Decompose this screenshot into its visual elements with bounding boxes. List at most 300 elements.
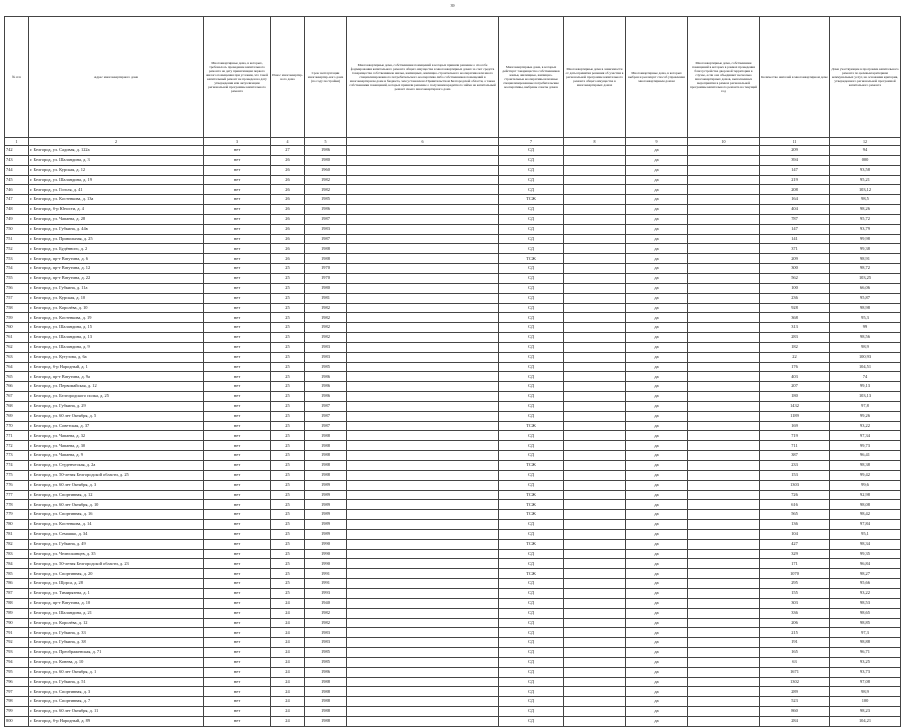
row-number: 786 xyxy=(5,579,29,589)
cell-participation-date xyxy=(564,648,626,658)
cell-repair-required: нет xyxy=(204,362,271,372)
cell-repair-required: нет xyxy=(204,382,271,392)
cell-improvement xyxy=(688,451,760,461)
cell-participation-date xyxy=(564,392,626,402)
cell-year-built: 1989 xyxy=(305,520,347,530)
cell-residents: 523 xyxy=(760,697,830,707)
cell-residents: 284 xyxy=(760,716,830,726)
row-number: 750 xyxy=(5,224,29,234)
row-number: 798 xyxy=(5,697,29,707)
cell-criteria: 96,71 xyxy=(830,648,901,658)
cell-participation-date xyxy=(564,185,626,195)
address: г. Белгород, ул. Спортивная, д. 7 xyxy=(29,697,204,707)
cell-residents: 300 xyxy=(760,264,830,274)
table-row xyxy=(5,451,901,461)
cell-repair-required: нет xyxy=(204,401,271,411)
cell-management-form: СД xyxy=(499,441,564,451)
address: г. Белгород, ул. Тимирязева, д. 1 xyxy=(29,588,204,598)
cell-year-built: 1981 xyxy=(305,293,347,303)
cell-management-chosen: да xyxy=(626,214,688,224)
cell-management-form: ТСЖ xyxy=(499,195,564,205)
cell-participation-date xyxy=(564,421,626,431)
column-header: Многоквартирные дома, собственники помещений в которых приняли решение о способе формирования капитального ремонта общего имущества в многоквартирных домах за счет средств товарищества собственников жилья, жилищных, жилищно-строительного кооператива или иного специализированного потребительского кооператива либо собственников помещений в многоквартирном доме и бюджета, чем установлено Правительством Белгородской области, а также собственники помещений, которых приняли решение о получении кредитного займа на капитальный ремонт своего многоквартирного дома xyxy=(347,17,499,138)
cell-participation-date xyxy=(564,254,626,264)
cell-year-built: 1990 xyxy=(305,539,347,549)
cell-repair-required: нет xyxy=(204,490,271,500)
cell-residents: 404 xyxy=(760,205,830,215)
address: г. Белгород, ул. 60 лет Октября, д. 5 xyxy=(29,411,204,421)
cell-wear: 25 xyxy=(271,500,305,510)
cell-management-form: СД xyxy=(499,687,564,697)
cell-criteria: 98,65 xyxy=(830,608,901,618)
cell-management-chosen: да xyxy=(626,155,688,165)
cell-management-chosen: да xyxy=(626,618,688,628)
cell-management-form: ТСЖ xyxy=(499,500,564,510)
cell-year-built: 1989 xyxy=(305,500,347,510)
cell-participation-date xyxy=(564,618,626,628)
table-row xyxy=(5,648,901,658)
table-row xyxy=(5,254,901,264)
cell-funding-decision xyxy=(347,392,499,402)
cell-funding-decision xyxy=(347,411,499,421)
cell-year-built: 1988 xyxy=(305,687,347,697)
cell-funding-decision xyxy=(347,470,499,480)
cell-residents: 368 xyxy=(760,313,830,323)
cell-criteria: 99,38 xyxy=(830,244,901,254)
cell-criteria: 99,98 xyxy=(830,234,901,244)
cell-funding-decision xyxy=(347,648,499,658)
cell-wear: 25 xyxy=(271,529,305,539)
row-number: 762 xyxy=(5,342,29,352)
table-row xyxy=(5,687,901,697)
cell-improvement xyxy=(688,510,760,520)
cell-funding-decision xyxy=(347,175,499,185)
cell-management-form: ТСЖ xyxy=(499,421,564,431)
row-number: 752 xyxy=(5,244,29,254)
cell-criteria: 99,26 xyxy=(830,411,901,421)
address: г. Белгород, ул. Советская, д. 37 xyxy=(29,421,204,431)
cell-repair-required: нет xyxy=(204,480,271,490)
cell-wear: 25 xyxy=(271,342,305,352)
row-number: 763 xyxy=(5,352,29,362)
cell-funding-decision xyxy=(347,559,499,569)
row-number: 742 xyxy=(5,146,29,156)
cell-residents: 207 xyxy=(760,382,830,392)
cell-funding-decision xyxy=(347,618,499,628)
table-row xyxy=(5,510,901,520)
cell-management-chosen: да xyxy=(626,313,688,323)
cell-management-form: СД xyxy=(499,431,564,441)
address: г. Белгород, ул. Спортивная, д. 3 xyxy=(29,687,204,697)
row-number: 800 xyxy=(5,716,29,726)
cell-funding-decision xyxy=(347,372,499,382)
cell-year-built: 1987 xyxy=(305,411,347,421)
address: г. Белгород, ул. Курская, д. 12 xyxy=(29,165,204,175)
table-row xyxy=(5,264,901,274)
column-number: 6 xyxy=(347,138,499,146)
cell-repair-required: нет xyxy=(204,342,271,352)
cell-year-built: 1982 xyxy=(305,185,347,195)
cell-repair-required: нет xyxy=(204,579,271,589)
address: г. Белгород, ул. Королёва, д. 10 xyxy=(29,303,204,313)
cell-wear: 25 xyxy=(271,461,305,471)
cell-residents: 164 xyxy=(760,195,830,205)
cell-management-form: СД xyxy=(499,352,564,362)
row-number: 768 xyxy=(5,401,29,411)
cell-improvement xyxy=(688,657,760,667)
cell-funding-decision xyxy=(347,529,499,539)
cell-residents: 155 xyxy=(760,588,830,598)
cell-management-chosen: да xyxy=(626,500,688,510)
cell-management-chosen: да xyxy=(626,569,688,579)
cell-funding-decision xyxy=(347,283,499,293)
table-row xyxy=(5,303,901,313)
cell-repair-required: нет xyxy=(204,638,271,648)
cell-management-form: СД xyxy=(499,648,564,658)
cell-criteria: 98,5 xyxy=(830,195,901,205)
cell-participation-date xyxy=(564,707,626,717)
cell-criteria: 93,22 xyxy=(830,588,901,598)
cell-management-form: СД xyxy=(499,234,564,244)
cell-funding-decision xyxy=(347,697,499,707)
address: г. Белгород, ул. Губкина, д. 11а xyxy=(29,283,204,293)
cell-improvement xyxy=(688,224,760,234)
table-row xyxy=(5,500,901,510)
cell-wear: 24 xyxy=(271,598,305,608)
cell-management-form: СД xyxy=(499,224,564,234)
cell-criteria: 97,08 xyxy=(830,677,901,687)
cell-management-chosen: да xyxy=(626,273,688,283)
table-row xyxy=(5,214,901,224)
cell-wear: 25 xyxy=(271,441,305,451)
cell-participation-date xyxy=(564,520,626,530)
cell-participation-date xyxy=(564,283,626,293)
cell-criteria: 98,23 xyxy=(830,707,901,717)
cell-wear: 25 xyxy=(271,559,305,569)
cell-year-built: 1988 xyxy=(305,697,347,707)
cell-participation-date xyxy=(564,549,626,559)
cell-year-built: 1970 xyxy=(305,273,347,283)
cell-improvement xyxy=(688,618,760,628)
cell-management-form: СД xyxy=(499,362,564,372)
cell-management-form: СД xyxy=(499,214,564,224)
cell-residents: 22 xyxy=(760,352,830,362)
cell-management-form: СД xyxy=(499,667,564,677)
row-number: 743 xyxy=(5,155,29,165)
table-row xyxy=(5,480,901,490)
cell-criteria: 98,53 xyxy=(830,598,901,608)
cell-criteria: 103,12 xyxy=(830,185,901,195)
table-row xyxy=(5,520,901,530)
column-number: 3 xyxy=(204,138,271,146)
cell-funding-decision xyxy=(347,214,499,224)
cell-management-form: СД xyxy=(499,165,564,175)
cell-repair-required: нет xyxy=(204,588,271,598)
cell-management-chosen: да xyxy=(626,441,688,451)
cell-wear: 26 xyxy=(271,234,305,244)
cell-management-chosen: да xyxy=(626,451,688,461)
cell-funding-decision xyxy=(347,293,499,303)
cell-year-built: 1970 xyxy=(305,264,347,274)
cell-residents: 182 xyxy=(760,342,830,352)
table-row xyxy=(5,401,901,411)
row-number: 774 xyxy=(5,461,29,471)
row-number: 793 xyxy=(5,648,29,658)
cell-wear: 25 xyxy=(271,490,305,500)
cell-management-form: СД xyxy=(499,451,564,461)
cell-management-form: СД xyxy=(499,411,564,421)
cell-wear: 24 xyxy=(271,648,305,658)
cell-repair-required: нет xyxy=(204,431,271,441)
cell-management-form: СД xyxy=(499,559,564,569)
cell-wear: 24 xyxy=(271,697,305,707)
cell-repair-required: нет xyxy=(204,372,271,382)
cell-repair-required: нет xyxy=(204,195,271,205)
address: г. Белгород, б-р Народный, д. 89 xyxy=(29,716,204,726)
cell-management-form: СД xyxy=(499,333,564,343)
address: г. Белгород, ул. Челюскинцев, д. 35 xyxy=(29,549,204,559)
cell-wear: 24 xyxy=(271,628,305,638)
cell-funding-decision xyxy=(347,638,499,648)
address: г. Белгород, ул. Садовая, д. 122а xyxy=(29,146,204,156)
cell-improvement xyxy=(688,333,760,343)
row-number: 745 xyxy=(5,175,29,185)
cell-improvement xyxy=(688,697,760,707)
row-number: 773 xyxy=(5,451,29,461)
table-row xyxy=(5,470,901,480)
cell-improvement xyxy=(688,254,760,264)
table-row xyxy=(5,234,901,244)
cell-funding-decision xyxy=(347,677,499,687)
cell-management-chosen: да xyxy=(626,529,688,539)
cell-wear: 26 xyxy=(271,254,305,264)
housing-table xyxy=(4,16,901,727)
cell-year-built: 1983 xyxy=(305,628,347,638)
cell-improvement xyxy=(688,303,760,313)
cell-residents: 928 xyxy=(760,303,830,313)
row-number: 787 xyxy=(5,588,29,598)
cell-management-form: СД xyxy=(499,549,564,559)
cell-funding-decision xyxy=(347,608,499,618)
row-number: 754 xyxy=(5,264,29,274)
cell-management-chosen: да xyxy=(626,687,688,697)
cell-participation-date xyxy=(564,234,626,244)
address: г. Белгород, пр-т Ватутина, д. 9а xyxy=(29,372,204,382)
cell-year-built: 1985 xyxy=(305,657,347,667)
cell-management-chosen: да xyxy=(626,411,688,421)
cell-residents: 165 xyxy=(760,648,830,658)
address: г. Белгород, ул. Шаландина, д. 9 xyxy=(29,342,204,352)
cell-residents: 787 xyxy=(760,214,830,224)
cell-year-built: 1988 xyxy=(305,451,347,461)
cell-management-form: ТСЖ xyxy=(499,510,564,520)
cell-repair-required: нет xyxy=(204,293,271,303)
cell-wear: 25 xyxy=(271,313,305,323)
address: г. Белгород, ул. 60 лет Октября, д. 10 xyxy=(29,500,204,510)
cell-management-chosen: да xyxy=(626,598,688,608)
address: г. Белгород, ул. Губкина, д. 29 xyxy=(29,401,204,411)
cell-year-built: 1986 xyxy=(305,146,347,156)
cell-management-chosen: да xyxy=(626,510,688,520)
cell-improvement xyxy=(688,569,760,579)
cell-funding-decision xyxy=(347,323,499,333)
cell-wear: 24 xyxy=(271,657,305,667)
cell-improvement xyxy=(688,293,760,303)
cell-criteria: 98,26 xyxy=(830,205,901,215)
cell-improvement xyxy=(688,579,760,589)
cell-criteria: 95,87 xyxy=(830,293,901,303)
cell-residents: 1302 xyxy=(760,677,830,687)
cell-year-built: 1986 xyxy=(305,667,347,677)
cell-funding-decision xyxy=(347,342,499,352)
cell-wear: 25 xyxy=(271,273,305,283)
table-row xyxy=(5,549,901,559)
table-row xyxy=(5,293,901,303)
cell-repair-required: нет xyxy=(204,529,271,539)
row-number: 792 xyxy=(5,638,29,648)
cell-improvement xyxy=(688,677,760,687)
cell-wear: 25 xyxy=(271,382,305,392)
cell-year-built: 1983 xyxy=(305,224,347,234)
cell-participation-date xyxy=(564,470,626,480)
cell-year-built: 1988 xyxy=(305,716,347,726)
cell-funding-decision xyxy=(347,205,499,215)
cell-participation-date xyxy=(564,303,626,313)
cell-improvement xyxy=(688,707,760,717)
table-row xyxy=(5,205,901,215)
cell-repair-required: нет xyxy=(204,303,271,313)
cell-management-chosen: да xyxy=(626,677,688,687)
cell-wear: 25 xyxy=(271,569,305,579)
cell-repair-required: нет xyxy=(204,707,271,717)
cell-residents: 1303 xyxy=(760,480,830,490)
cell-repair-required: нет xyxy=(204,667,271,677)
table-row xyxy=(5,628,901,638)
cell-repair-required: нет xyxy=(204,677,271,687)
address: г. Белгород, пр-т Ватутина, д. 22 xyxy=(29,273,204,283)
cell-repair-required: нет xyxy=(204,411,271,421)
cell-improvement xyxy=(688,323,760,333)
column-header: Дома участвующие в программе капитального ремонта по целевым критериям коммунальных услуг, на основании критерия, утвержденного региональной программой капитального ремонта xyxy=(830,17,901,138)
cell-criteria: 104,21 xyxy=(830,716,901,726)
cell-year-built: 1982 xyxy=(305,333,347,343)
cell-management-chosen: да xyxy=(626,667,688,677)
cell-improvement xyxy=(688,421,760,431)
cell-funding-decision xyxy=(347,146,499,156)
table-row xyxy=(5,707,901,717)
address: г. Белгород, ул. Королёва, д. 12 xyxy=(29,618,204,628)
row-number: 784 xyxy=(5,559,29,569)
column-header: № п/п xyxy=(5,17,29,138)
cell-improvement xyxy=(688,155,760,165)
cell-participation-date xyxy=(564,431,626,441)
cell-improvement xyxy=(688,608,760,618)
cell-residents: 147 xyxy=(760,165,830,175)
cell-management-chosen: да xyxy=(626,588,688,598)
cell-participation-date xyxy=(564,441,626,451)
column-number: 1 xyxy=(5,138,29,146)
cell-participation-date xyxy=(564,155,626,165)
cell-year-built: 1990 xyxy=(305,559,347,569)
cell-repair-required: нет xyxy=(204,244,271,254)
cell-management-chosen: да xyxy=(626,333,688,343)
cell-residents: 1432 xyxy=(760,401,830,411)
row-number: 756 xyxy=(5,283,29,293)
cell-wear: 25 xyxy=(271,520,305,530)
address: г. Белгород, ул. Курская, д. 10 xyxy=(29,293,204,303)
cell-criteria: 99,35 xyxy=(830,549,901,559)
cell-criteria: 93,22 xyxy=(830,421,901,431)
cell-wear: 25 xyxy=(271,411,305,421)
cell-management-form: СД xyxy=(499,588,564,598)
cell-management-form: СД xyxy=(499,618,564,628)
cell-participation-date xyxy=(564,323,626,333)
cell-management-chosen: да xyxy=(626,470,688,480)
cell-residents: 387 xyxy=(760,451,830,461)
cell-participation-date xyxy=(564,490,626,500)
table-row xyxy=(5,431,901,441)
cell-participation-date xyxy=(564,352,626,362)
cell-participation-date xyxy=(564,214,626,224)
cell-year-built: 1982 xyxy=(305,618,347,628)
address: г. Белгород, б-р Юности, д. 4 xyxy=(29,205,204,215)
cell-funding-decision xyxy=(347,264,499,274)
cell-criteria: 98,38 xyxy=(830,461,901,471)
row-number: 777 xyxy=(5,490,29,500)
cell-management-form: СД xyxy=(499,283,564,293)
cell-criteria: 95,3 xyxy=(830,313,901,323)
cell-repair-required: нет xyxy=(204,352,271,362)
cell-criteria: 95,72 xyxy=(830,214,901,224)
cell-residents: 616 xyxy=(760,500,830,510)
cell-improvement xyxy=(688,461,760,471)
row-number: 749 xyxy=(5,214,29,224)
cell-wear: 25 xyxy=(271,333,305,343)
cell-year-built: 1980 xyxy=(305,155,347,165)
cell-criteria: 99,6 xyxy=(830,480,901,490)
cell-wear: 25 xyxy=(271,352,305,362)
address: г. Белгород, ул. Шаландина, д. 15 xyxy=(29,323,204,333)
row-number: 758 xyxy=(5,303,29,313)
row-number: 772 xyxy=(5,441,29,451)
cell-residents: 313 xyxy=(760,323,830,333)
cell-repair-required: нет xyxy=(204,716,271,726)
cell-year-built: 1988 xyxy=(305,254,347,264)
cell-year-built: 1986 xyxy=(305,382,347,392)
cell-improvement xyxy=(688,529,760,539)
address: г. Белгород, ул. 50-летия Белгородской области, д. 23 xyxy=(29,559,204,569)
column-header: Многоквартирные дома в зависимости от даты принятия решения об участии в региональной программе капитального ремонта общего имущества в многоквартирных домах xyxy=(564,17,626,138)
cell-wear: 25 xyxy=(271,588,305,598)
cell-funding-decision xyxy=(347,313,499,323)
cell-improvement xyxy=(688,342,760,352)
cell-improvement xyxy=(688,352,760,362)
cell-criteria: 98,72 xyxy=(830,264,901,274)
cell-participation-date xyxy=(564,559,626,569)
cell-funding-decision xyxy=(347,598,499,608)
table-row xyxy=(5,588,901,598)
cell-improvement xyxy=(688,500,760,510)
cell-wear: 25 xyxy=(271,264,305,274)
cell-criteria: 98,91 xyxy=(830,254,901,264)
cell-improvement xyxy=(688,716,760,726)
cell-funding-decision xyxy=(347,441,499,451)
row-number: 767 xyxy=(5,392,29,402)
cell-criteria: 93,73 xyxy=(830,667,901,677)
cell-improvement xyxy=(688,401,760,411)
cell-management-form: СД xyxy=(499,697,564,707)
cell-participation-date xyxy=(564,264,626,274)
